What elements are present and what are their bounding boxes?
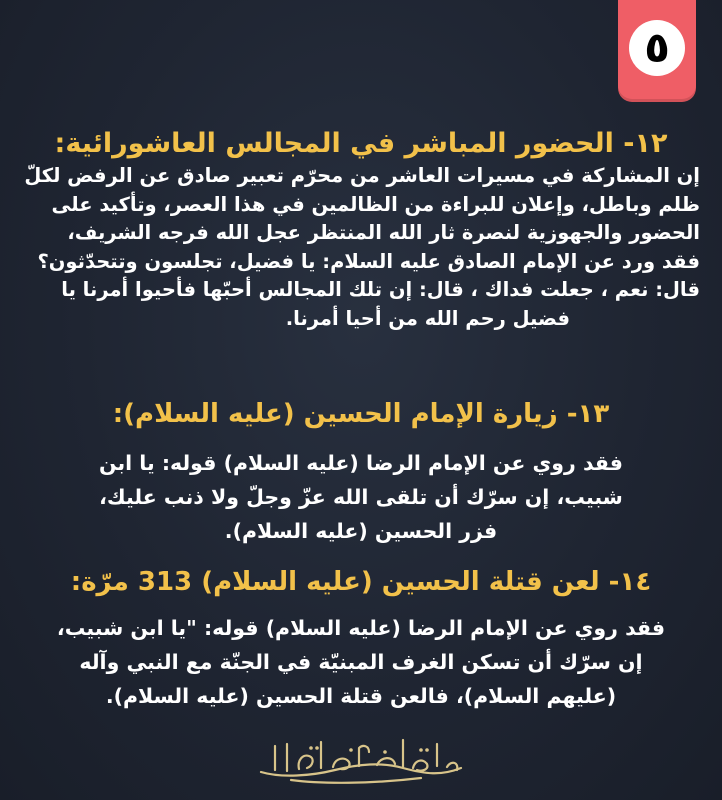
paragraph-line: ظلم وباطل، وإعلان للبراءة من الظالمين في هذا العصر، وتأكيد على (51, 192, 700, 216)
calligraphy-signature-logo (251, 732, 471, 788)
section-number-badge (618, 0, 696, 102)
heading-item-13: ١٣- زيارة الإمام الحسين (عليه السلام): (112, 399, 610, 429)
heading-item-12: ١٢- الحضور المباشر في المجالس العاشورائية: (54, 128, 668, 159)
section-number: ٥ (629, 20, 685, 76)
paragraph-line: فزر الحسين (عليه السلام). (224, 519, 498, 543)
paragraph-item-14 (14, 611, 708, 713)
paragraph-line: (عليهم السلام)، فالعن قتلة الحسين (عليه السلام). (105, 684, 617, 708)
paragraph-line: فضيل رحم الله من أحيا أمرنا. (285, 306, 570, 330)
paragraph-line: فقد روي عن الإمام الرضا (عليه السلام) قوله: يا ابن (99, 451, 623, 475)
paragraph-line: قال: نعم ، جعلت فداك ، قال: إن تلك المجالس أحبّها فأحيوا أمرنا يا (61, 278, 700, 302)
paragraph-line: فقد روي عن الإمام الرضا (عليه السلام) قوله: "يا ابن شبيب، (56, 616, 666, 640)
paragraph-item-13 (14, 446, 708, 548)
paragraph-line: إن سرّك أن تسكن الغرف المبنيّة في الجنّة مع النبي وآله (79, 650, 643, 674)
paragraph-line: فقد ورد عن الإمام الصادق عليه السلام: يا فضيل، تجلسون وتتحدّثون؟ (37, 249, 700, 273)
heading-item-14: ١٤- لعن قتلة الحسين (عليه السلام) 313 مرّة: (70, 567, 652, 597)
paragraph-line: الحضور والجهوزية لنصرة ثار الله المنتظر عجل الله فرجه الشريف، (67, 221, 700, 245)
paragraph-item-12 (14, 162, 700, 334)
paragraph-line: إن المشاركة في مسيرات العاشر من محرّم تعبير صادق عن الرفض لكلّ (24, 164, 700, 187)
paragraph-line: شبيب، إن سرّك أن تلقى الله عزّ وجلّ ولا ذنب عليك، (99, 485, 623, 509)
